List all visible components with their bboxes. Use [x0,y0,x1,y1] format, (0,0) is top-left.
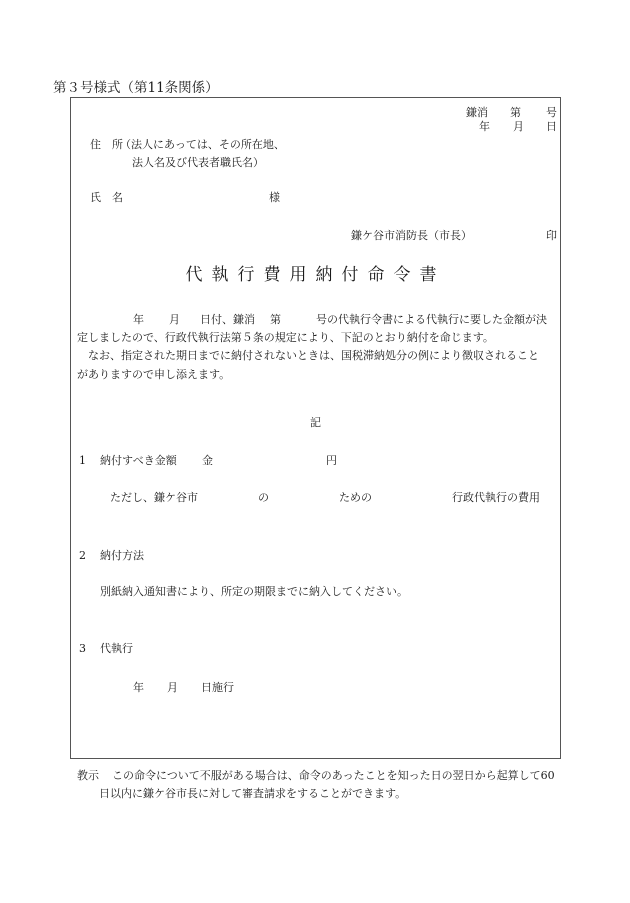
item1-amount-unit: 円 [326,454,337,467]
body-line3: なお、指定された期日までに納付されないときは、国税滞納処分の例により徴収されること [88,349,539,362]
item1-detail-tame: ための [339,491,372,504]
header-date-year: 年 [479,120,490,133]
address-note-line2: 法人名及び代表者職氏名） [132,156,264,169]
issuer-name: 鎌ケ谷市消防長（市長） [351,229,472,242]
notice-line2: 日以内に鎌ケ谷市長に対して審査請求をすることができます。 [99,787,407,800]
body-dai: 第 [270,313,281,326]
item1-number: 1 [79,454,86,467]
item1-detail-no: の [258,491,269,504]
item1-label: 納付すべき金額 [100,454,177,467]
issuer-seal: 印 [546,229,557,242]
ki-heading: 記 [310,416,321,429]
address-note-line1: （法人にあっては、その所在地、 [120,138,285,151]
body-line2: 定しましたので、行政代執行法第５条の規定により、下記のとおり納付を命じます。 [77,331,494,344]
doc-number-dai: 第 [510,106,521,119]
item1-detail-cost: 行政代執行の費用 [452,491,540,504]
name-label: 氏 名 [90,191,123,204]
item2-number: 2 [79,549,86,562]
doc-number-go: 号 [546,106,557,119]
body-month: 月 [169,313,180,326]
item3-year: 年 [133,681,144,694]
item1-amount-prefix: 金 [202,454,213,467]
doc-number-prefix: 鎌消 [466,106,488,119]
form-number-label: 第３号様式（第11条関係） [53,80,219,96]
item3-label: 代執行 [100,642,133,655]
notice-label: 教示 [77,769,99,782]
item3-number: 3 [79,642,86,655]
body-day-ref: 日付、鎌消 [200,313,255,326]
item2-text: 別紙納入通知書により、所定の期限までに納入してください。 [100,585,408,598]
name-honorific: 様 [269,191,280,204]
body-line1-rest: 号の代執行令書による代執行に要した金額が決 [316,313,547,326]
item3-day: 日施行 [201,681,234,694]
address-label: 住 所 [90,138,123,151]
header-date-month: 月 [513,120,524,133]
item3-month: 月 [167,681,178,694]
document-title: 代執行費用納付命令書 [185,265,446,285]
item1-detail-city: ただし、鎌ケ谷市 [110,491,198,504]
notice-line1: この命令について不服がある場合は、命令のあったことを知った日の翌日から起算して60 [112,769,555,782]
body-line4: がありますので申し添えます。 [77,368,231,381]
header-date-day: 日 [546,120,557,133]
body-year: 年 [133,313,144,326]
item2-label: 納付方法 [100,549,144,562]
